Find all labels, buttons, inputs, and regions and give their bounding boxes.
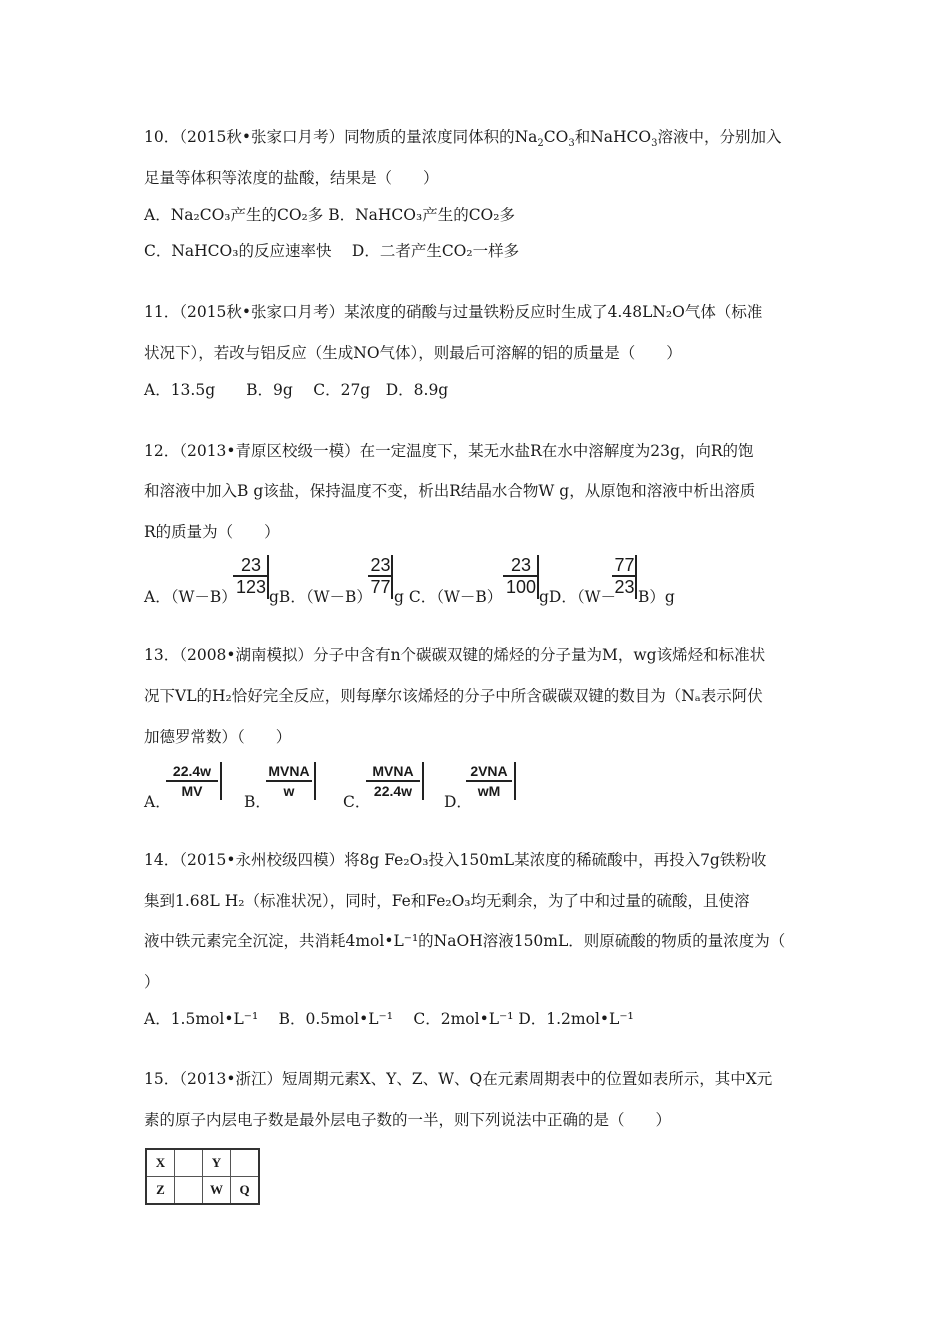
q12-fraction-a: [233, 555, 269, 597]
q11-line-1: 11．（2015秋•张家口月考）某浓度的硝酸与过量铁粉反应时生成了4.48LN₂O气体（标准: [144, 303, 763, 321]
q12-line-2: 和溶液中加入B g该盐，保持温度不变，析出R结晶水合物W g，从原饱和溶液中析出溶质: [144, 482, 756, 500]
q13-option-b-label: B．: [244, 793, 271, 811]
q10-text-a: 10．（2015秋•张家口月考）同物质的量浓度同体积的Na: [144, 128, 538, 146]
table-cell: Z: [146, 1177, 175, 1205]
fraction-numerator: 2VNA: [466, 762, 512, 782]
q13-fraction-b: [266, 762, 316, 800]
q12-option-c-label: g C．（W－B）: [394, 588, 503, 606]
fraction-numerator: 23: [503, 555, 539, 577]
table-row: [146, 1149, 259, 1177]
q12-option-b-label: gB．（W－B）: [269, 588, 372, 606]
q14-line-2: 集到1.68L H₂（标准状况），同时，Fe和Fe₂O₃均无剩余，为了中和过量的硫酸，且使溶: [144, 892, 750, 910]
fraction-numerator: 22.4w: [166, 762, 218, 782]
fraction-denominator: MV: [181, 783, 203, 799]
q10-option-line-1: A．Na₂CO₃产生的CO₂多 B．NaHCO₃产生的CO₂多: [144, 206, 515, 224]
fraction-denominator: wM: [477, 783, 501, 799]
q10-option-line-2: C．NaHCO₃的反应速率快 D．二者产生CO₂一样多: [144, 242, 520, 260]
q14-line-4: ）: [144, 973, 160, 991]
periodic-table-fragment: [145, 1148, 260, 1205]
q15-line-2: 素的原子内层电子数是最外层电子数的一半，则下列说法中正确的是（ ）: [144, 1111, 672, 1129]
q10-line-1: [144, 127, 782, 150]
fraction-numerator: MVNA: [266, 762, 312, 782]
table-cell: [175, 1177, 203, 1205]
q10-text-d: 溶液中，分别加入: [657, 128, 782, 146]
fraction-denominator: 77: [370, 577, 391, 597]
q12-fraction-b: [368, 555, 393, 597]
q13-line-3: 加德罗常数）（ ）: [144, 728, 292, 746]
q10-sub-c: 3: [651, 138, 658, 150]
table-cell: [175, 1149, 203, 1177]
q10-line-2: 足量等体积等浓度的盐酸，结果是（ ）: [144, 169, 439, 187]
q10-text-b: CO: [543, 128, 569, 146]
q14-line-3: 液中铁元素完全沉淀，共消耗4mol•L⁻¹的NaOH溶液150mL．则原硫酸的物质的量浓度为（: [144, 932, 786, 950]
q11-line-2: 状况下），若改与铝反应（生成NO气体），则最后可溶解的铝的质量是（ ）: [144, 344, 682, 362]
q13-line-1: 13．（2008•湖南模拟）分子中含有n个碳碳双键的烯烃的分子量为M，wg该烯烃和标准状: [144, 646, 766, 664]
fraction-denominator: 123: [235, 577, 267, 597]
q13-option-d-label: D．: [444, 793, 472, 811]
q15-line-1: 15．（2013•浙江）短周期元素X、Y、Z、W、Q在元素周期表中的位置如表所示，其中X元: [144, 1070, 773, 1088]
q10-text-c: 和NaHCO: [574, 128, 652, 146]
q10-sub-b: 3: [568, 138, 575, 150]
fraction-denominator: w: [283, 783, 295, 799]
fraction-bar: [391, 555, 393, 599]
q12-line-1: 12．（2013•青原区校级一模）在一定温度下，某无水盐R在水中溶解度为23g，向R的饱: [144, 442, 754, 460]
q12-fraction-d: [612, 555, 637, 597]
q10-sub-a: 2: [537, 138, 544, 150]
fraction-numerator: 23: [233, 555, 269, 577]
table-cell: W: [203, 1177, 231, 1205]
table-cell: Y: [203, 1149, 231, 1177]
fraction-denominator: 22.4w: [373, 783, 413, 799]
table-cell: [231, 1149, 260, 1177]
q13-fraction-c: [366, 762, 424, 800]
q13-option-c-label: C．: [343, 793, 371, 811]
q13-fraction-a: [166, 762, 222, 800]
table-cell: Q: [231, 1177, 260, 1205]
fraction-numerator: 77: [612, 555, 637, 577]
fraction-numerator: MVNA: [366, 762, 420, 782]
fraction-denominator: 23: [614, 577, 635, 597]
fraction-numerator: 23: [368, 555, 393, 577]
q12-option-a-label: A．（W－B）: [144, 588, 237, 606]
table-row: [146, 1177, 259, 1205]
q13-option-a-label: A．: [144, 793, 171, 811]
q14-options: A．1.5mol•L⁻¹ B．0.5mol•L⁻¹ C．2mol•L⁻¹ D．1.2mol•L⁻¹: [144, 1010, 634, 1028]
fraction-denominator: 100: [505, 577, 537, 597]
q12-option-d-label: gD．（W－: [539, 588, 617, 606]
table-cell: X: [146, 1149, 175, 1177]
q13-line-2: 况下VL的H₂恰好完全反应，则每摩尔该烯烃的分子中所含碳碳双键的数目为（Nₐ表示阿伏: [144, 687, 763, 705]
fraction-bar: [635, 555, 637, 599]
q13-fraction-d: [466, 762, 516, 800]
q12-line-3: R的质量为（ ）: [144, 523, 280, 541]
q11-options: A．13.5g B．9g C．27g D．8.9g: [144, 381, 449, 399]
q12-option-d-unit: B）g: [638, 588, 675, 606]
q12-fraction-c: [503, 555, 539, 597]
q14-line-1: 14．（2015•永州校级四模）将8g Fe₂O₃投入150mL某浓度的稀硫酸中，再投入7g铁粉收: [144, 851, 767, 869]
